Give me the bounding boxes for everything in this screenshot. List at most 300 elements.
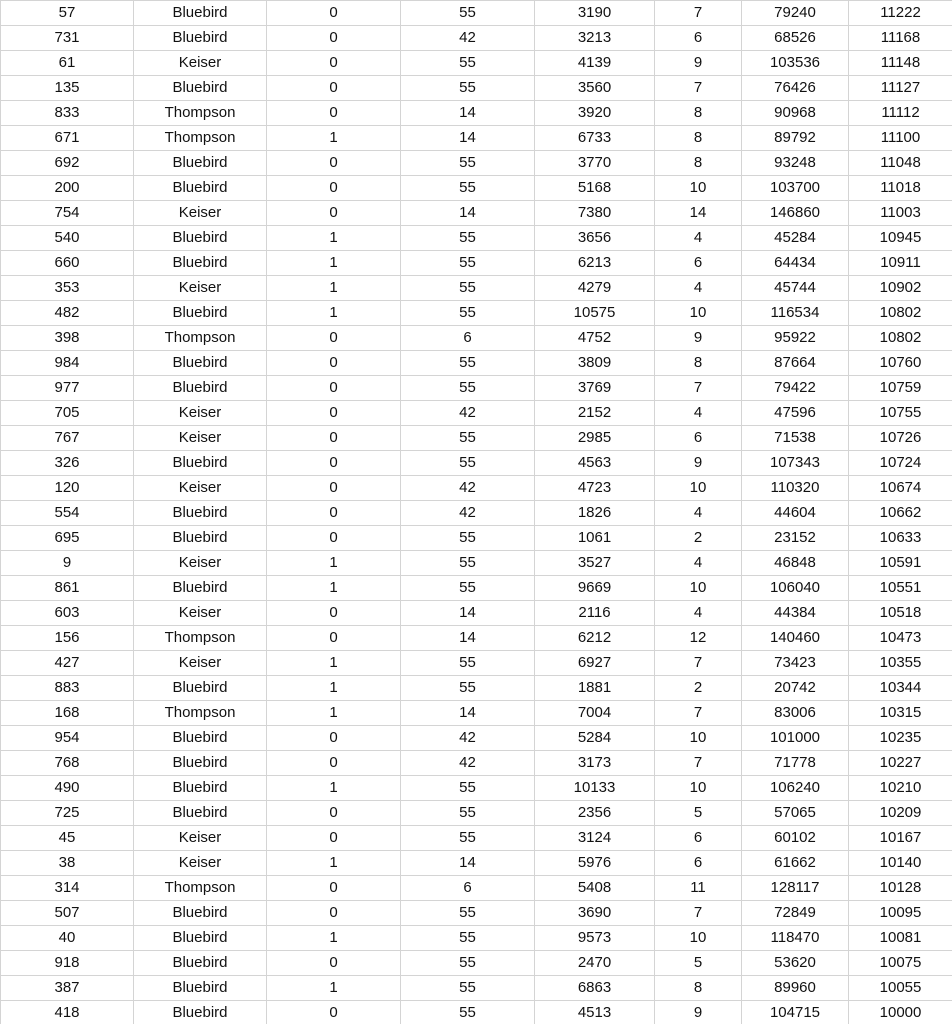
- table-cell[interactable]: 55: [401, 1001, 535, 1024]
- table-cell[interactable]: 61662: [742, 851, 849, 876]
- table-cell[interactable]: 55: [401, 51, 535, 76]
- table-cell[interactable]: 6: [655, 851, 742, 876]
- table-cell[interactable]: 5408: [535, 876, 655, 901]
- table-cell[interactable]: 42: [401, 401, 535, 426]
- table-cell[interactable]: 14: [401, 201, 535, 226]
- table-cell[interactable]: 106040: [742, 576, 849, 601]
- table-cell[interactable]: 7: [655, 76, 742, 101]
- table-cell[interactable]: Bluebird: [134, 226, 267, 251]
- table-cell[interactable]: 11: [655, 876, 742, 901]
- table-cell[interactable]: 10: [655, 301, 742, 326]
- table-cell[interactable]: 140460: [742, 626, 849, 651]
- table-cell[interactable]: Bluebird: [134, 776, 267, 801]
- table-cell[interactable]: 954: [1, 726, 134, 751]
- table-cell[interactable]: 3690: [535, 901, 655, 926]
- table-cell[interactable]: 7: [655, 1, 742, 26]
- table-cell[interactable]: 107343: [742, 451, 849, 476]
- table-cell[interactable]: Bluebird: [134, 926, 267, 951]
- table-cell[interactable]: 5168: [535, 176, 655, 201]
- table-cell[interactable]: 120: [1, 476, 134, 501]
- table-cell[interactable]: 6: [655, 826, 742, 851]
- table-cell[interactable]: 10: [655, 926, 742, 951]
- table-cell[interactable]: 55: [401, 551, 535, 576]
- table-cell[interactable]: 44384: [742, 601, 849, 626]
- table-cell[interactable]: 4: [655, 601, 742, 626]
- table-cell[interactable]: 3213: [535, 26, 655, 51]
- table-cell[interactable]: 11222: [849, 1, 952, 26]
- table-cell[interactable]: Bluebird: [134, 951, 267, 976]
- table-cell[interactable]: 4563: [535, 451, 655, 476]
- table-cell[interactable]: 95922: [742, 326, 849, 351]
- table-cell[interactable]: 72849: [742, 901, 849, 926]
- table-cell[interactable]: 168: [1, 701, 134, 726]
- table-cell[interactable]: 106240: [742, 776, 849, 801]
- table-cell[interactable]: Bluebird: [134, 26, 267, 51]
- table-cell[interactable]: 4: [655, 401, 742, 426]
- table-cell[interactable]: 725: [1, 801, 134, 826]
- table-cell[interactable]: 10209: [849, 801, 952, 826]
- table-cell[interactable]: 10755: [849, 401, 952, 426]
- table-cell[interactable]: 90968: [742, 101, 849, 126]
- table-cell[interactable]: 5: [655, 801, 742, 826]
- table-cell[interactable]: 10081: [849, 926, 952, 951]
- table-cell[interactable]: 10: [655, 476, 742, 501]
- table-cell[interactable]: 0: [267, 626, 401, 651]
- table-cell[interactable]: 55: [401, 226, 535, 251]
- table-cell[interactable]: 977: [1, 376, 134, 401]
- table-cell[interactable]: 3124: [535, 826, 655, 851]
- table-cell[interactable]: 71778: [742, 751, 849, 776]
- table-cell[interactable]: 4: [655, 226, 742, 251]
- table-cell[interactable]: 3809: [535, 351, 655, 376]
- table-cell[interactable]: 0: [267, 351, 401, 376]
- table-cell[interactable]: 42: [401, 751, 535, 776]
- table-cell[interactable]: Bluebird: [134, 676, 267, 701]
- table-cell[interactable]: 11100: [849, 126, 952, 151]
- table-cell[interactable]: 55: [401, 351, 535, 376]
- table-cell[interactable]: Thompson: [134, 626, 267, 651]
- table-cell[interactable]: 10902: [849, 276, 952, 301]
- table-cell[interactable]: 45284: [742, 226, 849, 251]
- table-cell[interactable]: 660: [1, 251, 134, 276]
- table-cell[interactable]: 0: [267, 876, 401, 901]
- table-cell[interactable]: 89960: [742, 976, 849, 1001]
- table-cell[interactable]: 9: [655, 1001, 742, 1024]
- table-cell[interactable]: Thompson: [134, 701, 267, 726]
- table-cell[interactable]: 9: [1, 551, 134, 576]
- table-cell[interactable]: 89792: [742, 126, 849, 151]
- table-cell[interactable]: 14: [401, 701, 535, 726]
- table-cell[interactable]: 0: [267, 201, 401, 226]
- table-cell[interactable]: 6: [401, 326, 535, 351]
- table-cell[interactable]: Bluebird: [134, 1, 267, 26]
- table-cell[interactable]: 55: [401, 451, 535, 476]
- table-cell[interactable]: 2470: [535, 951, 655, 976]
- table-cell[interactable]: 1: [267, 551, 401, 576]
- table-cell[interactable]: 3173: [535, 751, 655, 776]
- table-cell[interactable]: 0: [267, 751, 401, 776]
- table-cell[interactable]: 14: [401, 601, 535, 626]
- table-cell[interactable]: 103700: [742, 176, 849, 201]
- table-cell[interactable]: 4: [655, 501, 742, 526]
- table-cell[interactable]: 14: [401, 126, 535, 151]
- table-cell[interactable]: 603: [1, 601, 134, 626]
- table-cell[interactable]: 0: [267, 451, 401, 476]
- table-cell[interactable]: 110320: [742, 476, 849, 501]
- table-cell[interactable]: 55: [401, 676, 535, 701]
- table-cell[interactable]: 71538: [742, 426, 849, 451]
- table-cell[interactable]: 7: [655, 376, 742, 401]
- table-cell[interactable]: 93248: [742, 151, 849, 176]
- table-cell[interactable]: 11003: [849, 201, 952, 226]
- table-cell[interactable]: 4279: [535, 276, 655, 301]
- table-cell[interactable]: 0: [267, 526, 401, 551]
- table-cell[interactable]: 10: [655, 726, 742, 751]
- table-cell[interactable]: 4: [655, 551, 742, 576]
- table-cell[interactable]: 2: [655, 526, 742, 551]
- table-cell[interactable]: Bluebird: [134, 526, 267, 551]
- table-cell[interactable]: 3770: [535, 151, 655, 176]
- table-cell[interactable]: 10000: [849, 1001, 952, 1024]
- table-cell[interactable]: 731: [1, 26, 134, 51]
- table-cell[interactable]: 11048: [849, 151, 952, 176]
- table-cell[interactable]: 200: [1, 176, 134, 201]
- table-cell[interactable]: Bluebird: [134, 726, 267, 751]
- table-cell[interactable]: 40: [1, 926, 134, 951]
- table-cell[interactable]: 10551: [849, 576, 952, 601]
- table-cell[interactable]: 10518: [849, 601, 952, 626]
- table-cell[interactable]: 768: [1, 751, 134, 776]
- table-cell[interactable]: 2356: [535, 801, 655, 826]
- table-cell[interactable]: 42: [401, 26, 535, 51]
- table-cell[interactable]: 0: [267, 151, 401, 176]
- table-cell[interactable]: 554: [1, 501, 134, 526]
- table-cell[interactable]: 0: [267, 801, 401, 826]
- table-cell[interactable]: 9669: [535, 576, 655, 601]
- table-cell[interactable]: 861: [1, 576, 134, 601]
- table-cell[interactable]: 6212: [535, 626, 655, 651]
- table-cell[interactable]: 45744: [742, 276, 849, 301]
- table-cell[interactable]: 10235: [849, 726, 952, 751]
- table-cell[interactable]: 10315: [849, 701, 952, 726]
- table-cell[interactable]: 116534: [742, 301, 849, 326]
- table-cell[interactable]: 10945: [849, 226, 952, 251]
- table-cell[interactable]: Thompson: [134, 126, 267, 151]
- table-cell[interactable]: 0: [267, 326, 401, 351]
- table-cell[interactable]: 5: [655, 951, 742, 976]
- table-cell[interactable]: 7: [655, 901, 742, 926]
- table-cell[interactable]: 60102: [742, 826, 849, 851]
- table-cell[interactable]: 0: [267, 726, 401, 751]
- table-cell[interactable]: Keiser: [134, 651, 267, 676]
- table-cell[interactable]: 10591: [849, 551, 952, 576]
- table-cell[interactable]: Bluebird: [134, 76, 267, 101]
- table-cell[interactable]: 10: [655, 176, 742, 201]
- table-cell[interactable]: 8: [655, 126, 742, 151]
- table-cell[interactable]: Keiser: [134, 826, 267, 851]
- table-cell[interactable]: 6: [655, 26, 742, 51]
- table-cell[interactable]: 1: [267, 776, 401, 801]
- table-cell[interactable]: 6863: [535, 976, 655, 1001]
- table-cell[interactable]: 0: [267, 901, 401, 926]
- table-cell[interactable]: 4139: [535, 51, 655, 76]
- table-cell[interactable]: 705: [1, 401, 134, 426]
- table-cell[interactable]: 2116: [535, 601, 655, 626]
- table-cell[interactable]: 11168: [849, 26, 952, 51]
- table-cell[interactable]: 482: [1, 301, 134, 326]
- table-cell[interactable]: 42: [401, 726, 535, 751]
- table-cell[interactable]: 0: [267, 76, 401, 101]
- table-cell[interactable]: 0: [267, 176, 401, 201]
- table-cell[interactable]: 11112: [849, 101, 952, 126]
- table-cell[interactable]: 53620: [742, 951, 849, 976]
- table-cell[interactable]: 0: [267, 26, 401, 51]
- table-cell[interactable]: Bluebird: [134, 451, 267, 476]
- table-cell[interactable]: 68526: [742, 26, 849, 51]
- table-cell[interactable]: 9573: [535, 926, 655, 951]
- table-cell[interactable]: 883: [1, 676, 134, 701]
- table-cell[interactable]: 23152: [742, 526, 849, 551]
- table-cell[interactable]: 20742: [742, 676, 849, 701]
- table-cell[interactable]: 11018: [849, 176, 952, 201]
- table-cell[interactable]: 14: [401, 851, 535, 876]
- table-cell[interactable]: 55: [401, 826, 535, 851]
- table-cell[interactable]: Bluebird: [134, 976, 267, 1001]
- table-cell[interactable]: Thompson: [134, 326, 267, 351]
- table-cell[interactable]: 128117: [742, 876, 849, 901]
- table-cell[interactable]: 8: [655, 351, 742, 376]
- table-cell[interactable]: 76426: [742, 76, 849, 101]
- table-cell[interactable]: Keiser: [134, 551, 267, 576]
- table-cell[interactable]: 7: [655, 651, 742, 676]
- table-cell[interactable]: 540: [1, 226, 134, 251]
- table-cell[interactable]: 4: [655, 276, 742, 301]
- table-cell[interactable]: 0: [267, 601, 401, 626]
- table-cell[interactable]: 14: [401, 101, 535, 126]
- table-cell[interactable]: 8: [655, 976, 742, 1001]
- table-cell[interactable]: 57065: [742, 801, 849, 826]
- table-cell[interactable]: 10344: [849, 676, 952, 701]
- table-cell[interactable]: 0: [267, 476, 401, 501]
- table-cell[interactable]: 490: [1, 776, 134, 801]
- table-cell[interactable]: 12: [655, 626, 742, 651]
- table-cell[interactable]: 55: [401, 976, 535, 1001]
- table-cell[interactable]: 10724: [849, 451, 952, 476]
- table-cell[interactable]: 0: [267, 426, 401, 451]
- table-cell[interactable]: 4513: [535, 1001, 655, 1024]
- table-cell[interactable]: 55: [401, 276, 535, 301]
- table-cell[interactable]: 79240: [742, 1, 849, 26]
- table-cell[interactable]: 55: [401, 426, 535, 451]
- table-cell[interactable]: 3769: [535, 376, 655, 401]
- table-cell[interactable]: 695: [1, 526, 134, 551]
- table-cell[interactable]: 55: [401, 76, 535, 101]
- table-cell[interactable]: 10055: [849, 976, 952, 1001]
- table-cell[interactable]: 314: [1, 876, 134, 901]
- table-cell[interactable]: 10662: [849, 501, 952, 526]
- table-cell[interactable]: 55: [401, 526, 535, 551]
- table-cell[interactable]: Bluebird: [134, 801, 267, 826]
- table-cell[interactable]: 4752: [535, 326, 655, 351]
- table-cell[interactable]: 326: [1, 451, 134, 476]
- table-cell[interactable]: 118470: [742, 926, 849, 951]
- table-cell[interactable]: 55: [401, 176, 535, 201]
- table-cell[interactable]: 3920: [535, 101, 655, 126]
- table-cell[interactable]: 135: [1, 76, 134, 101]
- table-cell[interactable]: 9: [655, 451, 742, 476]
- table-cell[interactable]: 1: [267, 651, 401, 676]
- table-cell[interactable]: 1: [267, 301, 401, 326]
- table-cell[interactable]: 7004: [535, 701, 655, 726]
- table-cell[interactable]: 0: [267, 1001, 401, 1024]
- table-cell[interactable]: 398: [1, 326, 134, 351]
- table-cell[interactable]: 10227: [849, 751, 952, 776]
- table-cell[interactable]: 3656: [535, 226, 655, 251]
- table-cell[interactable]: 55: [401, 801, 535, 826]
- table-cell[interactable]: Bluebird: [134, 1001, 267, 1024]
- table-cell[interactable]: 0: [267, 951, 401, 976]
- table-cell[interactable]: 10: [655, 776, 742, 801]
- table-cell[interactable]: Keiser: [134, 426, 267, 451]
- table-cell[interactable]: 10802: [849, 326, 952, 351]
- table-cell[interactable]: Bluebird: [134, 501, 267, 526]
- table-cell[interactable]: 7: [655, 701, 742, 726]
- table-cell[interactable]: 1: [267, 851, 401, 876]
- table-cell[interactable]: 0: [267, 401, 401, 426]
- table-cell[interactable]: 42: [401, 501, 535, 526]
- table-cell[interactable]: 5284: [535, 726, 655, 751]
- table-cell[interactable]: 2985: [535, 426, 655, 451]
- table-cell[interactable]: Keiser: [134, 401, 267, 426]
- table-cell[interactable]: 5976: [535, 851, 655, 876]
- table-cell[interactable]: 427: [1, 651, 134, 676]
- table-cell[interactable]: 6213: [535, 251, 655, 276]
- table-cell[interactable]: 754: [1, 201, 134, 226]
- table-cell[interactable]: 0: [267, 1, 401, 26]
- table-cell[interactable]: 10167: [849, 826, 952, 851]
- table-cell[interactable]: 984: [1, 351, 134, 376]
- table-cell[interactable]: 10760: [849, 351, 952, 376]
- table-cell[interactable]: 1: [267, 126, 401, 151]
- table-cell[interactable]: 42: [401, 476, 535, 501]
- table-cell[interactable]: 55: [401, 1, 535, 26]
- table-cell[interactable]: 55: [401, 926, 535, 951]
- table-cell[interactable]: Thompson: [134, 876, 267, 901]
- table-cell[interactable]: 7: [655, 751, 742, 776]
- table-cell[interactable]: 10633: [849, 526, 952, 551]
- table-cell[interactable]: 79422: [742, 376, 849, 401]
- table-cell[interactable]: 104715: [742, 1001, 849, 1024]
- table-cell[interactable]: 38: [1, 851, 134, 876]
- table-cell[interactable]: 2152: [535, 401, 655, 426]
- table-cell[interactable]: 45: [1, 826, 134, 851]
- table-cell[interactable]: 1: [267, 226, 401, 251]
- table-cell[interactable]: Bluebird: [134, 351, 267, 376]
- table-cell[interactable]: 0: [267, 501, 401, 526]
- table-cell[interactable]: 44604: [742, 501, 849, 526]
- table-cell[interactable]: 11127: [849, 76, 952, 101]
- table-cell[interactable]: 3560: [535, 76, 655, 101]
- table-cell[interactable]: 64434: [742, 251, 849, 276]
- table-cell[interactable]: Keiser: [134, 601, 267, 626]
- table-cell[interactable]: 55: [401, 151, 535, 176]
- table-cell[interactable]: 692: [1, 151, 134, 176]
- table-cell[interactable]: 55: [401, 901, 535, 926]
- table-cell[interactable]: 10140: [849, 851, 952, 876]
- table-cell[interactable]: 10095: [849, 901, 952, 926]
- table-cell[interactable]: 10575: [535, 301, 655, 326]
- table-cell[interactable]: 1: [267, 976, 401, 1001]
- table-cell[interactable]: 0: [267, 51, 401, 76]
- table-cell[interactable]: 55: [401, 301, 535, 326]
- table-cell[interactable]: 14: [655, 201, 742, 226]
- table-cell[interactable]: 507: [1, 901, 134, 926]
- table-cell[interactable]: 10473: [849, 626, 952, 651]
- table-cell[interactable]: Bluebird: [134, 151, 267, 176]
- table-cell[interactable]: 6: [655, 251, 742, 276]
- table-cell[interactable]: 767: [1, 426, 134, 451]
- table-cell[interactable]: 57: [1, 1, 134, 26]
- table-cell[interactable]: 10075: [849, 951, 952, 976]
- table-cell[interactable]: 671: [1, 126, 134, 151]
- table-cell[interactable]: 1881: [535, 676, 655, 701]
- table-cell[interactable]: Bluebird: [134, 576, 267, 601]
- table-cell[interactable]: 1: [267, 926, 401, 951]
- table-cell[interactable]: 83006: [742, 701, 849, 726]
- table-cell[interactable]: 61: [1, 51, 134, 76]
- table-cell[interactable]: 1: [267, 576, 401, 601]
- table-cell[interactable]: 8: [655, 101, 742, 126]
- table-cell[interactable]: 1: [267, 276, 401, 301]
- table-cell[interactable]: 47596: [742, 401, 849, 426]
- table-cell[interactable]: 103536: [742, 51, 849, 76]
- table-cell[interactable]: 6: [655, 426, 742, 451]
- table-cell[interactable]: 0: [267, 376, 401, 401]
- table-cell[interactable]: 6: [401, 876, 535, 901]
- table-cell[interactable]: 6927: [535, 651, 655, 676]
- table-cell[interactable]: 10128: [849, 876, 952, 901]
- table-cell[interactable]: 10133: [535, 776, 655, 801]
- table-cell[interactable]: Keiser: [134, 851, 267, 876]
- table-cell[interactable]: 87664: [742, 351, 849, 376]
- table-cell[interactable]: 353: [1, 276, 134, 301]
- table-cell[interactable]: Keiser: [134, 51, 267, 76]
- table-cell[interactable]: 0: [267, 826, 401, 851]
- table-cell[interactable]: 55: [401, 376, 535, 401]
- table-cell[interactable]: 387: [1, 976, 134, 1001]
- table-cell[interactable]: 46848: [742, 551, 849, 576]
- table-cell[interactable]: 55: [401, 951, 535, 976]
- table-cell[interactable]: 1: [267, 676, 401, 701]
- table-cell[interactable]: Bluebird: [134, 176, 267, 201]
- table-cell[interactable]: Bluebird: [134, 376, 267, 401]
- table-cell[interactable]: Keiser: [134, 201, 267, 226]
- table-cell[interactable]: 146860: [742, 201, 849, 226]
- table-cell[interactable]: 10726: [849, 426, 952, 451]
- table-cell[interactable]: 7380: [535, 201, 655, 226]
- table-cell[interactable]: 55: [401, 576, 535, 601]
- table-cell[interactable]: 9: [655, 51, 742, 76]
- table-cell[interactable]: 418: [1, 1001, 134, 1024]
- table-cell[interactable]: 1061: [535, 526, 655, 551]
- table-cell[interactable]: 1: [267, 251, 401, 276]
- table-cell[interactable]: 2: [655, 676, 742, 701]
- table-cell[interactable]: 10355: [849, 651, 952, 676]
- table-cell[interactable]: 11148: [849, 51, 952, 76]
- table-cell[interactable]: Bluebird: [134, 301, 267, 326]
- table-cell[interactable]: Bluebird: [134, 901, 267, 926]
- table-cell[interactable]: 10: [655, 576, 742, 601]
